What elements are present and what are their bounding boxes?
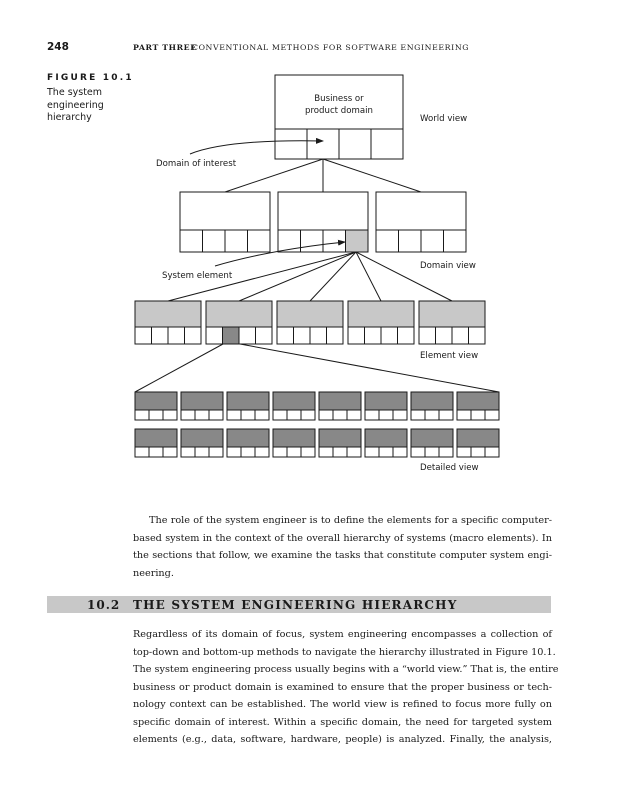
paragraph-intro — [133, 512, 552, 582]
domain-box-cell — [376, 230, 399, 252]
detail-box-cell — [301, 447, 315, 457]
detail-box-cell — [411, 447, 425, 457]
hierarchy-line — [356, 252, 381, 301]
detail-box-cell — [287, 410, 301, 420]
detail-box-cell — [439, 447, 453, 457]
domain-box-top — [376, 192, 466, 230]
detail-box-cell — [485, 447, 499, 457]
domain-box-cell — [444, 230, 467, 252]
detail-box-top — [135, 392, 177, 410]
text-line: specific domain of interest. Within a specific domain, the need for targeted system — [133, 716, 552, 728]
section-title: THE SYSTEM ENGINEERING HIERARCHY — [133, 598, 458, 612]
detail-box-cell — [347, 410, 361, 420]
detail-box-cell — [209, 447, 223, 457]
element-box-cell — [277, 327, 294, 344]
detail-box-cell — [195, 447, 209, 457]
element-box-cell — [436, 327, 453, 344]
hierarchy-line — [239, 252, 356, 301]
detail-box-top — [365, 429, 407, 447]
detail-box-top — [365, 392, 407, 410]
detail-box-top — [227, 429, 269, 447]
world-view-box-cell — [307, 129, 339, 159]
detail-box-cell — [149, 447, 163, 457]
text-line: based system in the context of the overall hierarchy of systems (macro elements). In — [133, 532, 552, 544]
detail-box-cell — [471, 447, 485, 457]
element-box-cell — [168, 327, 185, 344]
domain-box-cell — [278, 230, 301, 252]
detail-box-cell — [195, 410, 209, 420]
element-box-cell — [348, 327, 365, 344]
detail-box-cell — [135, 447, 149, 457]
figure-caption-line: engineering — [47, 99, 104, 111]
detail-box-cell — [301, 410, 315, 420]
detail-box-cell — [287, 447, 301, 457]
text-line: top-down and bottom-up methods to navigate the hierarchy illustrated in Figure 10.1. — [133, 646, 556, 658]
detail-box-cell — [227, 447, 241, 457]
domain-box-cell — [225, 230, 248, 252]
element-view-label: Element view — [420, 351, 479, 361]
domain-box-cell — [399, 230, 422, 252]
detail-box-cell — [273, 410, 287, 420]
element-box-top — [206, 301, 272, 327]
detail-box-cell — [273, 447, 287, 457]
detail-box-top — [273, 429, 315, 447]
detail-box-cell — [209, 410, 223, 420]
detail-box-top — [457, 429, 499, 447]
detail-box-cell — [163, 410, 177, 420]
detail-box-cell — [333, 410, 347, 420]
detail-box-cell — [181, 447, 195, 457]
detail-box-cell — [393, 447, 407, 457]
detail-box-top — [273, 392, 315, 410]
domain-box-top — [278, 192, 368, 230]
hierarchy-line — [356, 252, 452, 301]
element-box-cell — [256, 327, 273, 344]
detail-box-top — [319, 392, 361, 410]
detail-box-cell — [471, 410, 485, 420]
element-box-cell — [452, 327, 469, 344]
element-box-top — [277, 301, 343, 327]
element-box-cell — [185, 327, 202, 344]
element-box-top — [135, 301, 201, 327]
detail-box-top — [411, 392, 453, 410]
detail-box-cell — [319, 410, 333, 420]
world-view-box-cell — [275, 129, 307, 159]
detail-box-cell — [457, 447, 471, 457]
element-box-cell — [398, 327, 415, 344]
detail-box-cell — [425, 410, 439, 420]
world-view-box-cell — [371, 129, 403, 159]
detail-box-cell — [241, 410, 255, 420]
detail-box-top — [181, 429, 223, 447]
detail-box-top — [457, 392, 499, 410]
element-box-top — [419, 301, 485, 327]
figure-caption-line: hierarchy — [47, 112, 92, 123]
domain-box-cell — [203, 230, 226, 252]
domain-box-cell — [421, 230, 444, 252]
text-line: Regardless of its domain of focus, system engineering encompasses a collection of — [133, 629, 552, 640]
detail-box-cell — [347, 447, 361, 457]
detail-box-cell — [255, 410, 269, 420]
domain-box-cell — [346, 230, 369, 252]
figure-number: FIGURE 10.1 — [47, 73, 134, 83]
page-number: 248 — [47, 41, 69, 53]
detail-box-cell — [365, 447, 379, 457]
world-view-label: World view — [420, 114, 468, 124]
detail-box-cell — [379, 447, 393, 457]
detail-box-cell — [425, 447, 439, 457]
domain-view-label: Domain view — [420, 261, 476, 271]
element-box-cell — [294, 327, 311, 344]
detail-box-cell — [333, 447, 347, 457]
text-line: The system engineering process usually begins with a “world view.” That is, the entire — [133, 664, 559, 675]
detail-box-cell — [365, 410, 379, 420]
paragraph-section-body — [133, 626, 559, 749]
element-box-top — [348, 301, 414, 327]
detail-box-top — [227, 392, 269, 410]
text-line: nology context can be established. The world view is refined to focus more fully on — [133, 699, 552, 710]
hierarchy-line — [135, 344, 223, 392]
text-line: elements (e.g., data, software, hardware, people) is analyzed. Finally, the analysis, — [133, 734, 552, 745]
element-box-cell — [419, 327, 436, 344]
domain-of-interest-label: Domain of interest — [156, 159, 237, 169]
part-label: PART THREE — [133, 43, 197, 52]
detail-box-top — [319, 429, 361, 447]
detail-box-cell — [411, 410, 425, 420]
hierarchy-line — [225, 159, 323, 192]
business-domain-label: Business or — [314, 94, 364, 104]
element-box-cell — [310, 327, 327, 344]
element-box-cell — [206, 327, 223, 344]
detail-box-cell — [163, 447, 177, 457]
element-box-cell — [239, 327, 256, 344]
element-box-cell — [135, 327, 152, 344]
detail-box-cell — [393, 410, 407, 420]
domain-box-top — [180, 192, 270, 230]
detail-box-cell — [255, 447, 269, 457]
detail-box-cell — [135, 410, 149, 420]
domain-box-cell — [248, 230, 271, 252]
detail-box-cell — [485, 410, 499, 420]
text-line: the sections that follow, we examine the tasks that constitute computer system engi- — [133, 550, 552, 561]
detail-box-cell — [227, 410, 241, 420]
hierarchy-line — [310, 252, 356, 301]
business-domain-label: product domain — [305, 106, 373, 116]
detail-box-cell — [149, 410, 163, 420]
detail-box-top — [135, 429, 177, 447]
world-view-box-cell — [339, 129, 371, 159]
system-element-label: System element — [162, 271, 233, 281]
element-box-cell — [381, 327, 398, 344]
domain-box-cell — [323, 230, 346, 252]
detailed-view-label: Detailed view — [420, 463, 479, 473]
detail-box-cell — [319, 447, 333, 457]
text-line: business or product domain is examined to ensure that the proper business or tech- — [133, 681, 552, 693]
element-box-cell — [365, 327, 382, 344]
element-box-cell — [152, 327, 169, 344]
detail-box-cell — [457, 410, 471, 420]
element-box-cell — [223, 327, 240, 344]
detail-box-top — [411, 429, 453, 447]
element-box-cell — [469, 327, 486, 344]
text-line: The role of the system engineer is to define the elements for a specific computer- — [149, 515, 552, 526]
detail-box-top — [181, 392, 223, 410]
figure-caption-line: The system — [47, 87, 103, 98]
detail-box-cell — [181, 410, 195, 420]
domain-box-cell — [180, 230, 203, 252]
detail-box-cell — [379, 410, 393, 420]
element-box-cell — [327, 327, 344, 344]
hierarchy-line — [323, 159, 421, 192]
domain-box-cell — [301, 230, 324, 252]
section-number: 10.2 — [87, 598, 121, 612]
text-line: neering. — [133, 567, 174, 579]
part-title: CONVENTIONAL METHODS FOR SOFTWARE ENGINEERING — [192, 43, 470, 52]
detail-box-cell — [241, 447, 255, 457]
detail-box-cell — [439, 410, 453, 420]
